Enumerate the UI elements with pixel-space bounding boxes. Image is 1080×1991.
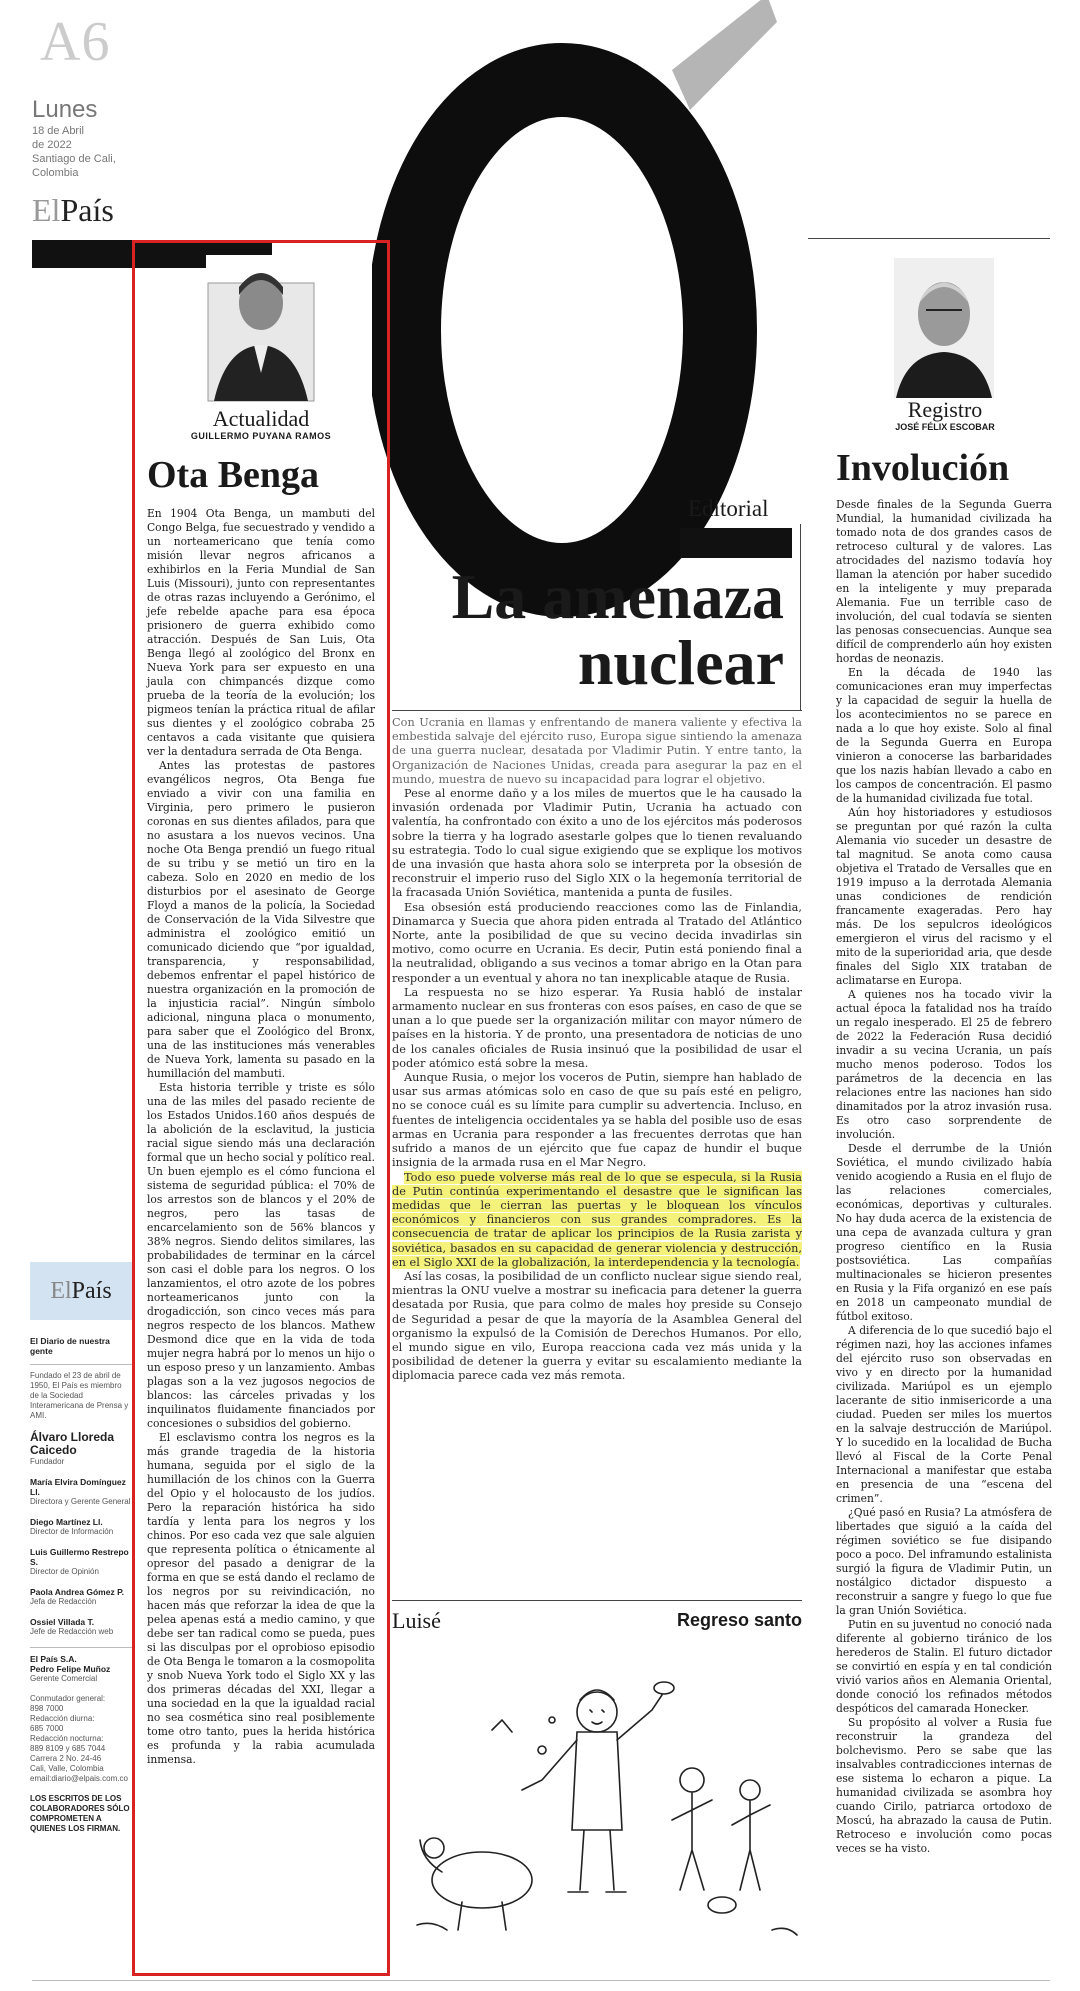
left-column-article [132, 240, 390, 1976]
paragraph: Aunque Rusia, o mejor los voceros de Putin, siempre han hablado de usar sus armas atómicas solo en caso de que su país esté en peligro, no se conoce cuál es su límite para cumplir su advertencia. Incluso, en fuentes de inteligencia occidentales ya se habla del posible uso de esas armas en Ucrania para responder a las frecuentes derrotas que han sufrido a manos de un ejército que fue capaz de hundir el buque insignia de la armada rusa en el Mar Negro. [392, 1071, 802, 1170]
paragraph: A quienes nos ha tocado vivir la actual época la fatalidad nos ha traído un regalo inesperado. El 25 de febrero de 2022 la Federación Rusa decidió invadir a su vecina Ucrania, un país mucho menos poderoso. Todos los parámetros de la decencia en las relaciones entre las naciones han sido dinamitados por la atroz invasión rusa. Es otro caso sorprendente de involución. [836, 988, 1052, 1141]
tagline: El Diario de nuestra gente [30, 1336, 110, 1356]
editorial-body [392, 716, 802, 1384]
day-label: Lunes [32, 96, 98, 123]
paragraph: En la década de 1940 las comunicaciones eran muy imperfectas y la capacidad de seguir la huella de los acontecimientos no se parece en nada a lo que hoy existe. Solo al final de la Segunda Guerra en Europa vinieron a conocerse las barbaridades que los nazis habían llevado a cabo en los campos de concentración. El pasmo de la humanidad civilizada fue total. [836, 666, 1052, 805]
staff-role: Jefa de Redacción [30, 1597, 97, 1606]
article-title: Ota Benga [147, 454, 320, 496]
staff-box-logo: El País [30, 1262, 132, 1320]
cartoon-rule [392, 1600, 802, 1601]
article-title: Involución [836, 447, 1010, 489]
paragraph: ¿Qué pasó en Rusia? La atmósfera de libertades que siguió a la caída del régimen soviético se fue disipando poco a poco. Del inframundo estalinista surgió la figura de Vladimir Putin, un nostálgico dictador dispuesto a reconstruir a sangre y fuego lo que fue la gran Unión Soviética. [836, 1506, 1052, 1617]
editorial-bar [680, 528, 792, 558]
paragraph: Putin en su juventud no conoció nada diferente al gobierno tiránico de los herederos de Stalin. El futuro dictador se convirtió en espía y en tal condición vivió varios años en Alemania Oriental, donde conoció los refinados métodos despóticos del camarada Honecker. [836, 1618, 1052, 1715]
manager-name: Pedro Felipe Muñoz [30, 1664, 111, 1674]
company-name: El País S.A. [30, 1654, 77, 1664]
highlighted-paragraph: Todo eso puede volverse más real de lo que se especula, si la Rusia de Putin continúa experimentando el desastre que le significan las medidas que le cierran las puertas y le bloquean los vínculos económicos y financieros con sus grandes compradores. Es la consecuencia de tratar de aplicar los principios de la Rusia zarista y soviética, basados en su capacidad de generar violencia y destrucción, en el Siglo XXI de la globalización, la interdependencia y la tecnología. [392, 1170, 802, 1269]
footer-rule [32, 1980, 1050, 1981]
founded-note: Fundado el 23 de abril de 1950, El País es miembro de la Sociedad Interamericana de Prensa y AMI. [30, 1371, 129, 1420]
editorial-title: La amenaza nuclear [451, 561, 784, 698]
author-name: GUILLERMO PUYANA RAMOS [190, 431, 332, 441]
paragraph: Antes las protestas de pastores evangélicos negros, Ota Benga fue enviado a vivir con una familia en Virginia, pero primero le pusieron coronas en sus dientes afilados, para que no asustara a los nuevos vecinos. Una noche Ota Benga prendió un fuego ritual de su tribu y se metió un tiro en la cabeza. Solo en 2020 en medio de los disturbios por el asesinato de George Floyd a manos de la policía, la Sociedad de Conservación de la Vida Silvestre que administra el zoológico emitió un comunicado diciendo que “por igualdad, transparencia, y responsabilidad, debemos enfrentar el papel histórico de nuestra organización en la promoción de la injusticia racial”. Ningún símbolo adicional, ninguna placa o monumento, para saber que el Zoológico del Bronx, una de las instituciones más venerables de Nueva York, lamenta su pasado en la humillación del mambuti. [147, 759, 375, 1080]
cartoon-illustration [392, 1640, 802, 1950]
paragraph: El esclavismo contra los negros es la más grande tragedia de la historia humana, seguida por el siglo de la humillación de los chinos con la Guerra del Opio y el holocausto de los judíos. Pero la reparación histórica ha sido tardía y lenta para los negros y los chinos. Por eso cada vez que sale alguien que representa política o étnicamente al opresor del pasado a denigrar de la forma en que se está dando el reclamo de los negros por su reivindicación, no hacen más que reforzar la idea de que la pelea apenas está a medio camino, y que debe ser tan radical como se pueda, pues si las disculpas por el oprobioso episodio de Ota Benga le tomaron a la cosmopolita y snob Nueva York todo el Siglo XX y las dos primeras décadas del XXI, llegar a una sociedad en la que la igualdad racial no sea cosmética sino real posiblemente tome otro tanto, pues la herida histórica es profunda y la rabia acumulada inmensa. [147, 1431, 375, 1766]
paragraph: A diferencia de lo que sucedió bajo el régimen nazi, hoy las acciones infames del ejército ruso son observadas en vivo y en directo por la humanidad civilizada. Mariúpol es un ejemplo lacerante de sitio inmisericorde a una ciudad. Pueden ser miles los muertos en la salvaje destrucción de Mariúpol. Y lo sucedido en la localidad de Bucha llevó al Fiscal de la Corte Penal Internacional a manifestar que estaba en presencia de una “escena del crimen”. [836, 1324, 1052, 1505]
paragraph: En 1904 Ota Benga, un mambuti del Congo Belga, fue secuestrado y vendido a un norteamericano que tenía como misión llevar negros africanos a exhibirlos en la Feria Mundial de San Luis (Missouri), junto con representantes de otras razas incluyendo a Gerónimo, el jefe rebelde apache para esa época prisionero de guerra exhibido como atracción. Después de San Luis, Ota Benga llegó al zoológico del Bronx en Nueva York para ser expuesto en una jaula con chimpancés dizque como prueba de la teoría de la evolución; los pigmeos tenían la práctica ritual de afilar sus dientes y el zoológico cobraba 25 centavos a cada visitante que quisiera ver la dentadura serrada de Ota Benga. [147, 507, 375, 758]
paragraph: Desde el derrumbe de la Unión Soviética, el mundo civilizado había venido acogiendo a Rusia en el flujo de las relaciones comerciales, económicas, deportivas y culturales. No hay duda acerca de la existencia de una cepa de avanzada cultura y gran progreso científico en la Rusia postsoviética. Las compañías multinacionales se hicieron presentes en Rusia y la Fifa organizó en ese país en 2018 un campeonato mundial de fútbol exitoso. [836, 1142, 1052, 1323]
paragraph: Esa obsesión está produciendo reacciones como las de Finlandia, Dinamarca y Suecia que ahora piden entrada al Tratado del Atlántico Norte, ante la posibilidad de que su vecino decida invadirlas sin motivo, como ocurre en Ucrania. Es decir, Putin está poniendo final a la neutralidad, obligando a sus vecinos a tomar abrigo en la Otan para responder a un eventual y ahora no tan inexplicable ataque de Rusia. [392, 900, 802, 985]
staff-role: Director de Opinión [30, 1567, 99, 1576]
staff-role: Directora y Gerente General [30, 1497, 131, 1506]
staff-role: Director de Información [30, 1527, 114, 1536]
manager-role: Gerente Comercial [30, 1674, 98, 1683]
author-photo [206, 255, 316, 403]
newspaper-logo: ElPaís [32, 192, 114, 228]
staff-name: Diego Martínez Ll. [30, 1517, 103, 1527]
article-body [147, 507, 375, 1767]
staff-role: Jefe de Redacción web [30, 1627, 114, 1636]
editorial-label: Editorial [688, 496, 769, 521]
section-name: Actualidad [212, 406, 310, 431]
paragraph: Su propósito al volver a Rusia fue reconstruir la grandeza del bolchevismo. Pero se sabe que las insalvables contradicciones internas de ese sistema lo echaron a pique. La humanidad civilizada se asombra hoy cuando Cirilo, patriarca ortodoxo de Moscú, ha abrazado la causa de Putin. Retroceso e involución como pocas veces se ha visto. [836, 1716, 1052, 1855]
paragraph: Con Ucrania en llamas y enfrentando de manera valiente y efectiva la embestida salvaje del ejército ruso, Europa sigue sintiendo la amenaza de una guerra nuclear, desatada por Vladimir Putin. Y entre tanto, la Organización de Naciones Unidas, creada para asegurar la paz en el mundo, muestra de nuevo su incapacidad para lograr el objetivo. [392, 716, 802, 786]
paragraph: Desde finales de la Segunda Guerra Mundial, la humanidad civilizada ha tomado nota de dos grandes casos de retroceso cultural y de valores. Las atrocidades del nazismo todavía hoy llaman la atención por haber sucedido en la inteligente y muy preparada Alemania. Fue un terrible caso de involución, del cual todavía se sienten las penosas consecuencias. Aunque sea difícil de comprenderlo aún hoy existen hordas de neonazis. [836, 498, 1052, 665]
staff-name: Luis Guillermo Restrepo S. [30, 1547, 129, 1567]
staff-name: Ossiel Villada T. [30, 1617, 95, 1627]
founder-role: Fundador [30, 1457, 65, 1466]
paragraph: Pese al enorme daño y a los miles de muertos que le ha causado la invasión ordenada por Vladimir Putin, Ucrania ha actuado con valentía, ha confrontado con éxito a uno de los ejércitos más poderosos sobre la tierra y ha logrado asestarle golpes que lo tienen revaluando su estrategia. Todo lo cual sigue exigiendo que se explique los motivos de una invasión que hasta ahora solo se interpreta por la obsesión de reconstruir el imperio ruso del Siglo XIX o la hegemonía territorial de la fracasada Unión Soviética, mantenida a punta de fusiles. [392, 787, 802, 900]
paragraph: Así las cosas, la posibilidad de un conflicto nuclear sigue siendo real, mientras la ONU vuelve a mostrar su ineficacia para detener la guerra desatada por Rusia, que para colmo de males hoy preside su Consejo de Seguridad a pesar de que la mayoría de la Asamblea General del organismo la expulsó de la Comisión de Derechos Humanos. Por ello, el mundo sigue en vilo, Europa reacciona cada vez más unida y la posibilidad de detener la guerra y evitar su escalamiento mediante la diplomacia parece cada vez más remota. [392, 1269, 802, 1383]
cartoon-title: Regreso santo [676, 1610, 802, 1630]
section-name: Registro [907, 397, 983, 422]
paragraph: La respuesta no se hizo esperar. Ya Rusia habló de instalar armamento nuclear en sus fronteras con esos países, en caso de que se unan a lo que puede ser la organización militar con mayor número de países en la historia. Y de pronto, una presentadora de noticias de uno de los canales oficiales de Rusia insinuó que la posibilidad de usar el poder atómico está sobre la mesa. [392, 985, 802, 1070]
staff-box [30, 1262, 132, 1834]
email-link[interactable]: email:diario@elpais.com.co [30, 1774, 128, 1783]
disclaimer: LOS ESCRITOS DE LOS COLABORADORES SÓLO COMPROMETEN A QUIENES LOS FIRMAN. [30, 1794, 130, 1833]
editorial-divider [392, 710, 802, 711]
staff-name: María Elvira Domínguez Ll. [30, 1477, 126, 1497]
editorial-rule [800, 524, 801, 710]
contact-info: Conmutador general: 898 7000 Redacción diurna: 685 7000 Redacción nocturna: 889 8109 y 685 7044 Carrera 2 No. 24-46 Cali, Valle, Colombia email:diario@elpais.com.co [30, 1694, 132, 1784]
dateline: 18 de Abril de 2022 Santiago de Cali, Colombia [32, 125, 116, 179]
author-name: JOSÉ FÉLIX ESCOBAR [895, 422, 995, 432]
author-photo [892, 256, 996, 400]
paragraph: Aún hoy historiadores y estudiosos se preguntan por qué razón la culta Alemania vio suceder un desastre de tal magnitud. Se anota como causa objetiva el Tratado de Versalles que en 1919 impuso a la derrotada Alemania unas condiciones de rendición francamente exageradas. Pero hay más. De los sepulcros ideológicos emergieron el virus del racismo y el mito de la superioridad aria, que desde finales del Siglo XIX trataban de aclimatarse en Europa. [836, 806, 1052, 987]
founder-name: Álvaro Lloreda Caicedo [30, 1430, 115, 1457]
article-body [836, 498, 1052, 1856]
staff-name: Paola Andrea Gómez P. [30, 1587, 125, 1597]
cartoonist-name: Luisé [392, 1608, 441, 1633]
header-rule [808, 238, 1050, 239]
page-number: A6 [40, 11, 111, 73]
paragraph: Esta historia terrible y triste es sólo una de las miles del pasado reciente de los Estados Unidos.160 años después de la abolición de la esclavitud, la justicia racial sigue siendo más una declaración formal que un hecho social y político real. Un buen ejemplo es el cómo funciona el sistema de seguridad pública: el 70% de los arrestos son de blancos y el 20% de negros, pero las tasas de encarcelamiento son de 56% blancos y 38% negros. Siendo delitos similares, las probabilidades de terminar en la cárcel son casi el doble para los negros. O los lanzamientos, el otro azote de los pobres norteamericanos junto con la drogadicción, son cinco veces más para negros respecto de los blancos. Mathew Desmond dice que en la vida de toda mujer negra habrá por lo menos un hijo o un esposo preso y un lanzamiento. Ambas plagas son a la vez jugosos negocios de blancos: las cárceles privadas y los inquilinatos fluidamente financiados por concesiones o subsidios del gobierno. [147, 1081, 375, 1430]
